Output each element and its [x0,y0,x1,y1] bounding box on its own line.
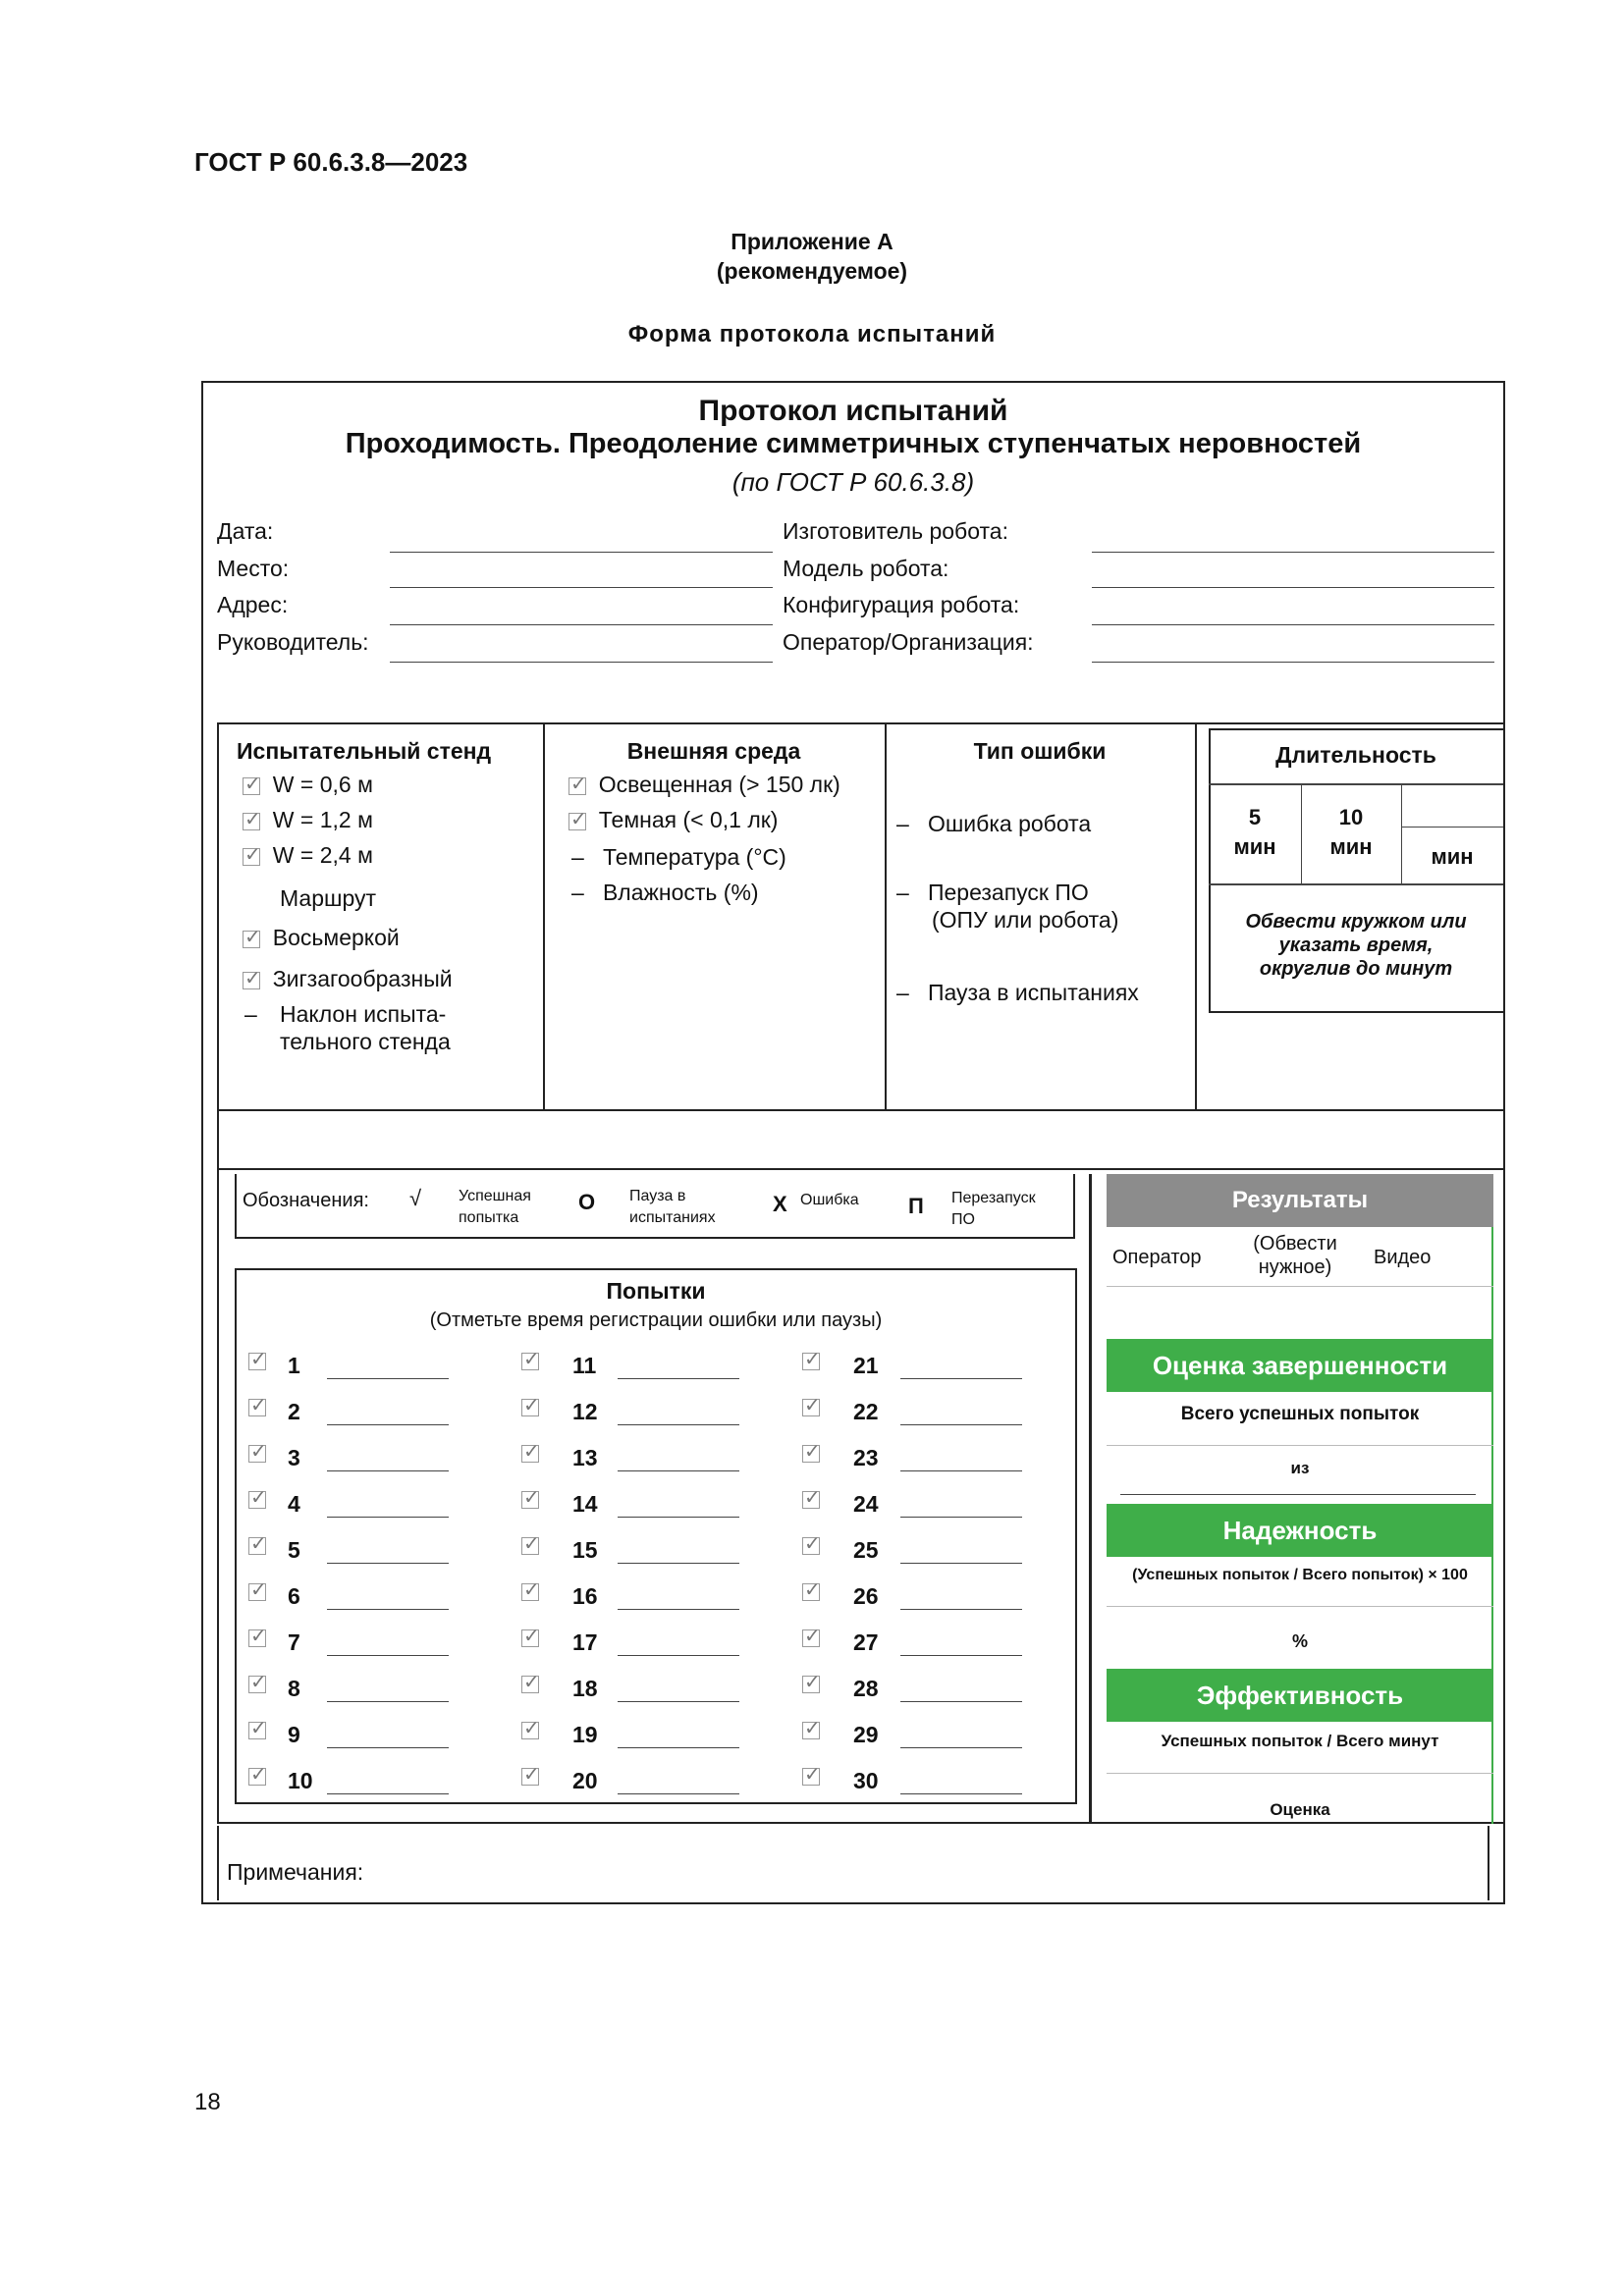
attempts-subtitle: (Отметьте время регистрации ошибки или паузы) [429,1309,883,1331]
attempt-time-field[interactable] [900,1609,1022,1610]
attempt-number: 7 [288,1629,300,1655]
checkbox-icon[interactable] [521,1491,539,1509]
checkbox-icon[interactable] [521,1676,539,1693]
attempt-number: 22 [853,1399,879,1424]
attempt-number: 6 [288,1583,300,1609]
supervisor-field[interactable] [390,662,773,663]
attempt-time-field[interactable] [900,1655,1022,1656]
attempt-number: 24 [853,1491,879,1517]
error-robot: – Ошибка робота [896,811,1092,836]
checkbox-icon[interactable] [243,777,260,795]
checkbox-icon[interactable] [802,1399,820,1416]
manufacturer-field[interactable] [1092,552,1494,553]
legend-pause-symbol: O [578,1190,596,1214]
score-label[interactable]: Оценка [1270,1800,1330,1819]
checkbox-icon[interactable] [248,1399,266,1416]
completeness-header: Оценка завершенности [1107,1339,1493,1392]
date-field[interactable] [390,552,773,553]
checkbox-icon[interactable] [243,813,260,830]
stand-header: Испытательный стенд [237,738,492,764]
route-option-zigzag[interactable]: ✓ Зигзагообразный [243,966,453,992]
attempt-time-field[interactable] [618,1701,739,1702]
duration-note-2: указать время, [1278,934,1434,956]
attempt-time-field[interactable] [900,1424,1022,1425]
attempt-time-field[interactable] [327,1517,449,1518]
configuration-label: Конфигурация робота: [783,592,1020,617]
error-restart-detail: (ОПУ или робота) [932,907,1119,933]
stand-option-w2[interactable]: ✓ W = 1,2 м [243,807,373,833]
env-option-dark[interactable]: ✓ Темная (< 0,1 лк) [568,807,778,833]
attempt-time-field[interactable] [900,1470,1022,1471]
attempt-time-field[interactable] [618,1378,739,1379]
attempt-time-field[interactable] [900,1701,1022,1702]
env-humidity: – Влажность (%) [571,880,759,905]
attempt-time-field[interactable] [618,1655,739,1656]
checkbox-icon[interactable] [248,1768,266,1786]
completeness-field[interactable] [1120,1494,1476,1495]
checkbox-icon[interactable] [248,1629,266,1647]
attempt-number: 25 [853,1537,879,1563]
attempt-time-field[interactable] [327,1793,449,1794]
attempt-time-field[interactable] [618,1793,739,1794]
attempts-title: Попытки [606,1278,706,1304]
attempt-number: 4 [288,1491,300,1517]
attempt-number: 20 [572,1768,598,1793]
checkbox-icon[interactable] [521,1353,539,1370]
checkbox-icon[interactable] [248,1445,266,1463]
model-field[interactable] [1092,587,1494,588]
attempt-number: 15 [572,1537,598,1563]
protocol-form [201,381,1505,1904]
checkbox-icon[interactable] [802,1491,820,1509]
duration-10-unit: мин [1329,834,1373,859]
attempt-number: 27 [853,1629,879,1655]
attempt-number: 14 [572,1491,598,1517]
tilt-label-line1: Наклон испыта- [280,1001,447,1027]
stand-option-w1[interactable]: ✓ W = 0,6 м [243,772,373,798]
checkbox-icon[interactable] [248,1583,266,1601]
checkbox-icon[interactable] [248,1537,266,1555]
checkbox-icon[interactable] [248,1353,266,1370]
attempt-number: 2 [288,1399,300,1424]
env-temperature: – Температура (°C) [571,844,786,870]
error-pause: – Пауза в испытаниях [896,980,1139,1005]
operator-org-label: Оператор/Организация: [783,629,1034,655]
attempt-time-field[interactable] [327,1424,449,1425]
attempt-number: 16 [572,1583,598,1609]
attempt-time-field[interactable] [900,1563,1022,1564]
attempt-number: 8 [288,1676,300,1701]
mode-choose-line1: (Обвести [1253,1233,1337,1255]
efficiency-formula: Успешных попыток / Всего минут [1161,1732,1439,1750]
checkbox-icon[interactable] [521,1629,539,1647]
stand-option-w3[interactable]: ✓ W = 2,4 м [243,842,373,869]
place-field[interactable] [390,587,773,588]
duration-header: Длительность [1275,742,1436,768]
checkbox-icon[interactable] [243,931,260,948]
supervisor-label: Руководитель: [217,629,369,655]
route-option-eight[interactable]: ✓ Восьмеркой [243,925,400,951]
legend-success-line1: Успешная [459,1188,531,1204]
legend-error-label: Ошибка [800,1192,859,1208]
checkbox-icon[interactable] [568,813,586,830]
attempt-number: 17 [572,1629,598,1655]
appendix-title: Приложение А [731,229,893,254]
checkbox-icon[interactable] [521,1537,539,1555]
attempt-number: 30 [853,1768,879,1793]
attempt-time-field[interactable] [327,1378,449,1379]
reliability-formula: (Успешных попыток / Всего попыток) × 100 [1132,1567,1468,1583]
attempt-time-field[interactable] [618,1424,739,1425]
mode-operator[interactable]: Оператор [1112,1247,1202,1268]
checkbox-icon[interactable] [802,1629,820,1647]
notes-box[interactable] [217,1826,1489,1900]
notes-label: Примечания: [227,1859,364,1885]
attempt-number: 26 [853,1583,879,1609]
mode-video[interactable]: Видео [1374,1247,1432,1268]
attempt-time-field[interactable] [327,1701,449,1702]
operator-org-field[interactable] [1092,662,1494,663]
protocol-subtitle: Проходимость. Преодоление симметричных ступенчатых неровностей [345,428,1362,459]
attempt-time-field[interactable] [327,1655,449,1656]
duration-note-1: Обвести кружком или [1245,911,1467,933]
legend-success-symbol: √ [409,1186,422,1210]
attempts-box [235,1268,1077,1804]
attempt-number: 5 [288,1537,300,1563]
checkbox-icon[interactable] [243,972,260,989]
legend-pause-line2: испытаниях [629,1209,716,1226]
attempt-number: 21 [853,1353,879,1378]
legend-restart-symbol: П [908,1194,924,1218]
attempt-time-field[interactable] [900,1747,1022,1748]
legend-pause-line1: Пауза в [629,1188,686,1204]
duration-note-3: округлив до минут [1259,958,1453,980]
mode-choose-line2: нужное) [1258,1256,1332,1278]
attempt-number: 13 [572,1445,598,1470]
attempt-time-field[interactable] [327,1470,449,1471]
attempt-number: 19 [572,1722,598,1747]
attempt-number: 10 [288,1768,313,1793]
attempt-number: 11 [572,1353,597,1378]
checkbox-icon[interactable] [248,1722,266,1739]
attempt-time-field[interactable] [327,1563,449,1564]
attempt-number: 23 [853,1445,879,1470]
address-label: Адрес: [217,592,289,617]
model-label: Модель робота: [783,556,949,581]
form-title: Форма протокола испытаний [627,321,997,347]
checkbox-icon[interactable] [802,1768,820,1786]
legend-label: Обозначения: [243,1190,369,1211]
protocol-reference: (по ГОСТ Р 60.6.3.8) [731,467,975,497]
checkbox-icon[interactable] [802,1676,820,1693]
total-success-label: Всего успешных попыток [1180,1404,1420,1424]
error-restart: – Перезапуск ПО [896,880,1089,905]
attempt-time-field[interactable] [618,1470,739,1471]
route-label: Маршрут [280,885,377,911]
checkbox-icon[interactable] [521,1722,539,1739]
attempt-time-field[interactable] [618,1517,739,1518]
of-label: из [1290,1459,1310,1477]
checkbox-icon[interactable] [521,1583,539,1601]
duration-5-value[interactable]: 5 [1248,805,1262,829]
attempt-number: 9 [288,1722,300,1747]
attempt-time-field[interactable] [618,1747,739,1748]
date-label: Дата: [217,518,274,544]
attempt-number: 28 [853,1676,879,1701]
duration-5-unit: мин [1233,834,1276,859]
protocol-title: Протокол испытаний [698,395,1008,427]
attempt-time-field[interactable] [618,1563,739,1564]
place-label: Место: [217,556,290,581]
legend-error-symbol: X [773,1192,787,1216]
attempt-time-field[interactable] [900,1378,1022,1379]
legend-restart-line1: Перезапуск [951,1190,1036,1206]
checkbox-icon[interactable] [521,1399,539,1416]
checkbox-icon[interactable] [802,1722,820,1739]
env-header: Внешняя среда [626,738,801,764]
checkbox-icon[interactable] [248,1676,266,1693]
attempt-time-field[interactable] [618,1609,739,1610]
attempt-number: 3 [288,1445,300,1470]
efficiency-header: Эффективность [1107,1669,1493,1722]
checkbox-icon[interactable] [802,1583,820,1601]
env-option-lit[interactable]: ✓ Освещенная (> 150 лк) [568,772,840,798]
duration-10-value[interactable]: 10 [1338,805,1364,829]
checkbox-icon[interactable] [521,1768,539,1786]
attempt-number: 18 [572,1676,598,1701]
manufacturer-label: Изготовитель робота: [783,518,1008,544]
checkbox-icon[interactable] [568,777,586,795]
configuration-field[interactable] [1092,624,1494,625]
attempt-time-field[interactable] [327,1747,449,1748]
attempt-number: 29 [853,1722,879,1747]
checkbox-icon[interactable] [802,1537,820,1555]
document-id: ГОСТ Р 60.6.3.8—2023 [194,147,468,177]
duration-custom-unit[interactable]: мин [1431,844,1474,869]
legend-success-line2: попытка [459,1209,519,1226]
attempt-time-field[interactable] [327,1609,449,1610]
attempt-number: 12 [572,1399,598,1424]
checkbox-icon[interactable] [802,1353,820,1370]
page-number: 18 [194,2089,221,2115]
checkbox-icon[interactable] [248,1491,266,1509]
checkbox-icon[interactable] [243,848,260,866]
appendix-subtitle: (рекомендуемое) [716,258,908,284]
error-type-header: Тип ошибки [973,738,1107,764]
checkbox-icon[interactable] [521,1445,539,1463]
address-field[interactable] [390,624,773,625]
tilt-dash: – [244,1001,257,1027]
attempt-time-field[interactable] [900,1793,1022,1794]
checkbox-icon[interactable] [802,1445,820,1463]
tilt-label-line2: тельного стенда [280,1029,451,1054]
legend-restart-line2: ПО [951,1211,975,1228]
results-header: Результаты [1107,1174,1493,1227]
attempt-time-field[interactable] [900,1517,1022,1518]
percent-label[interactable]: % [1291,1631,1308,1651]
attempt-number: 1 [288,1353,300,1378]
reliability-header: Надежность [1107,1504,1493,1557]
